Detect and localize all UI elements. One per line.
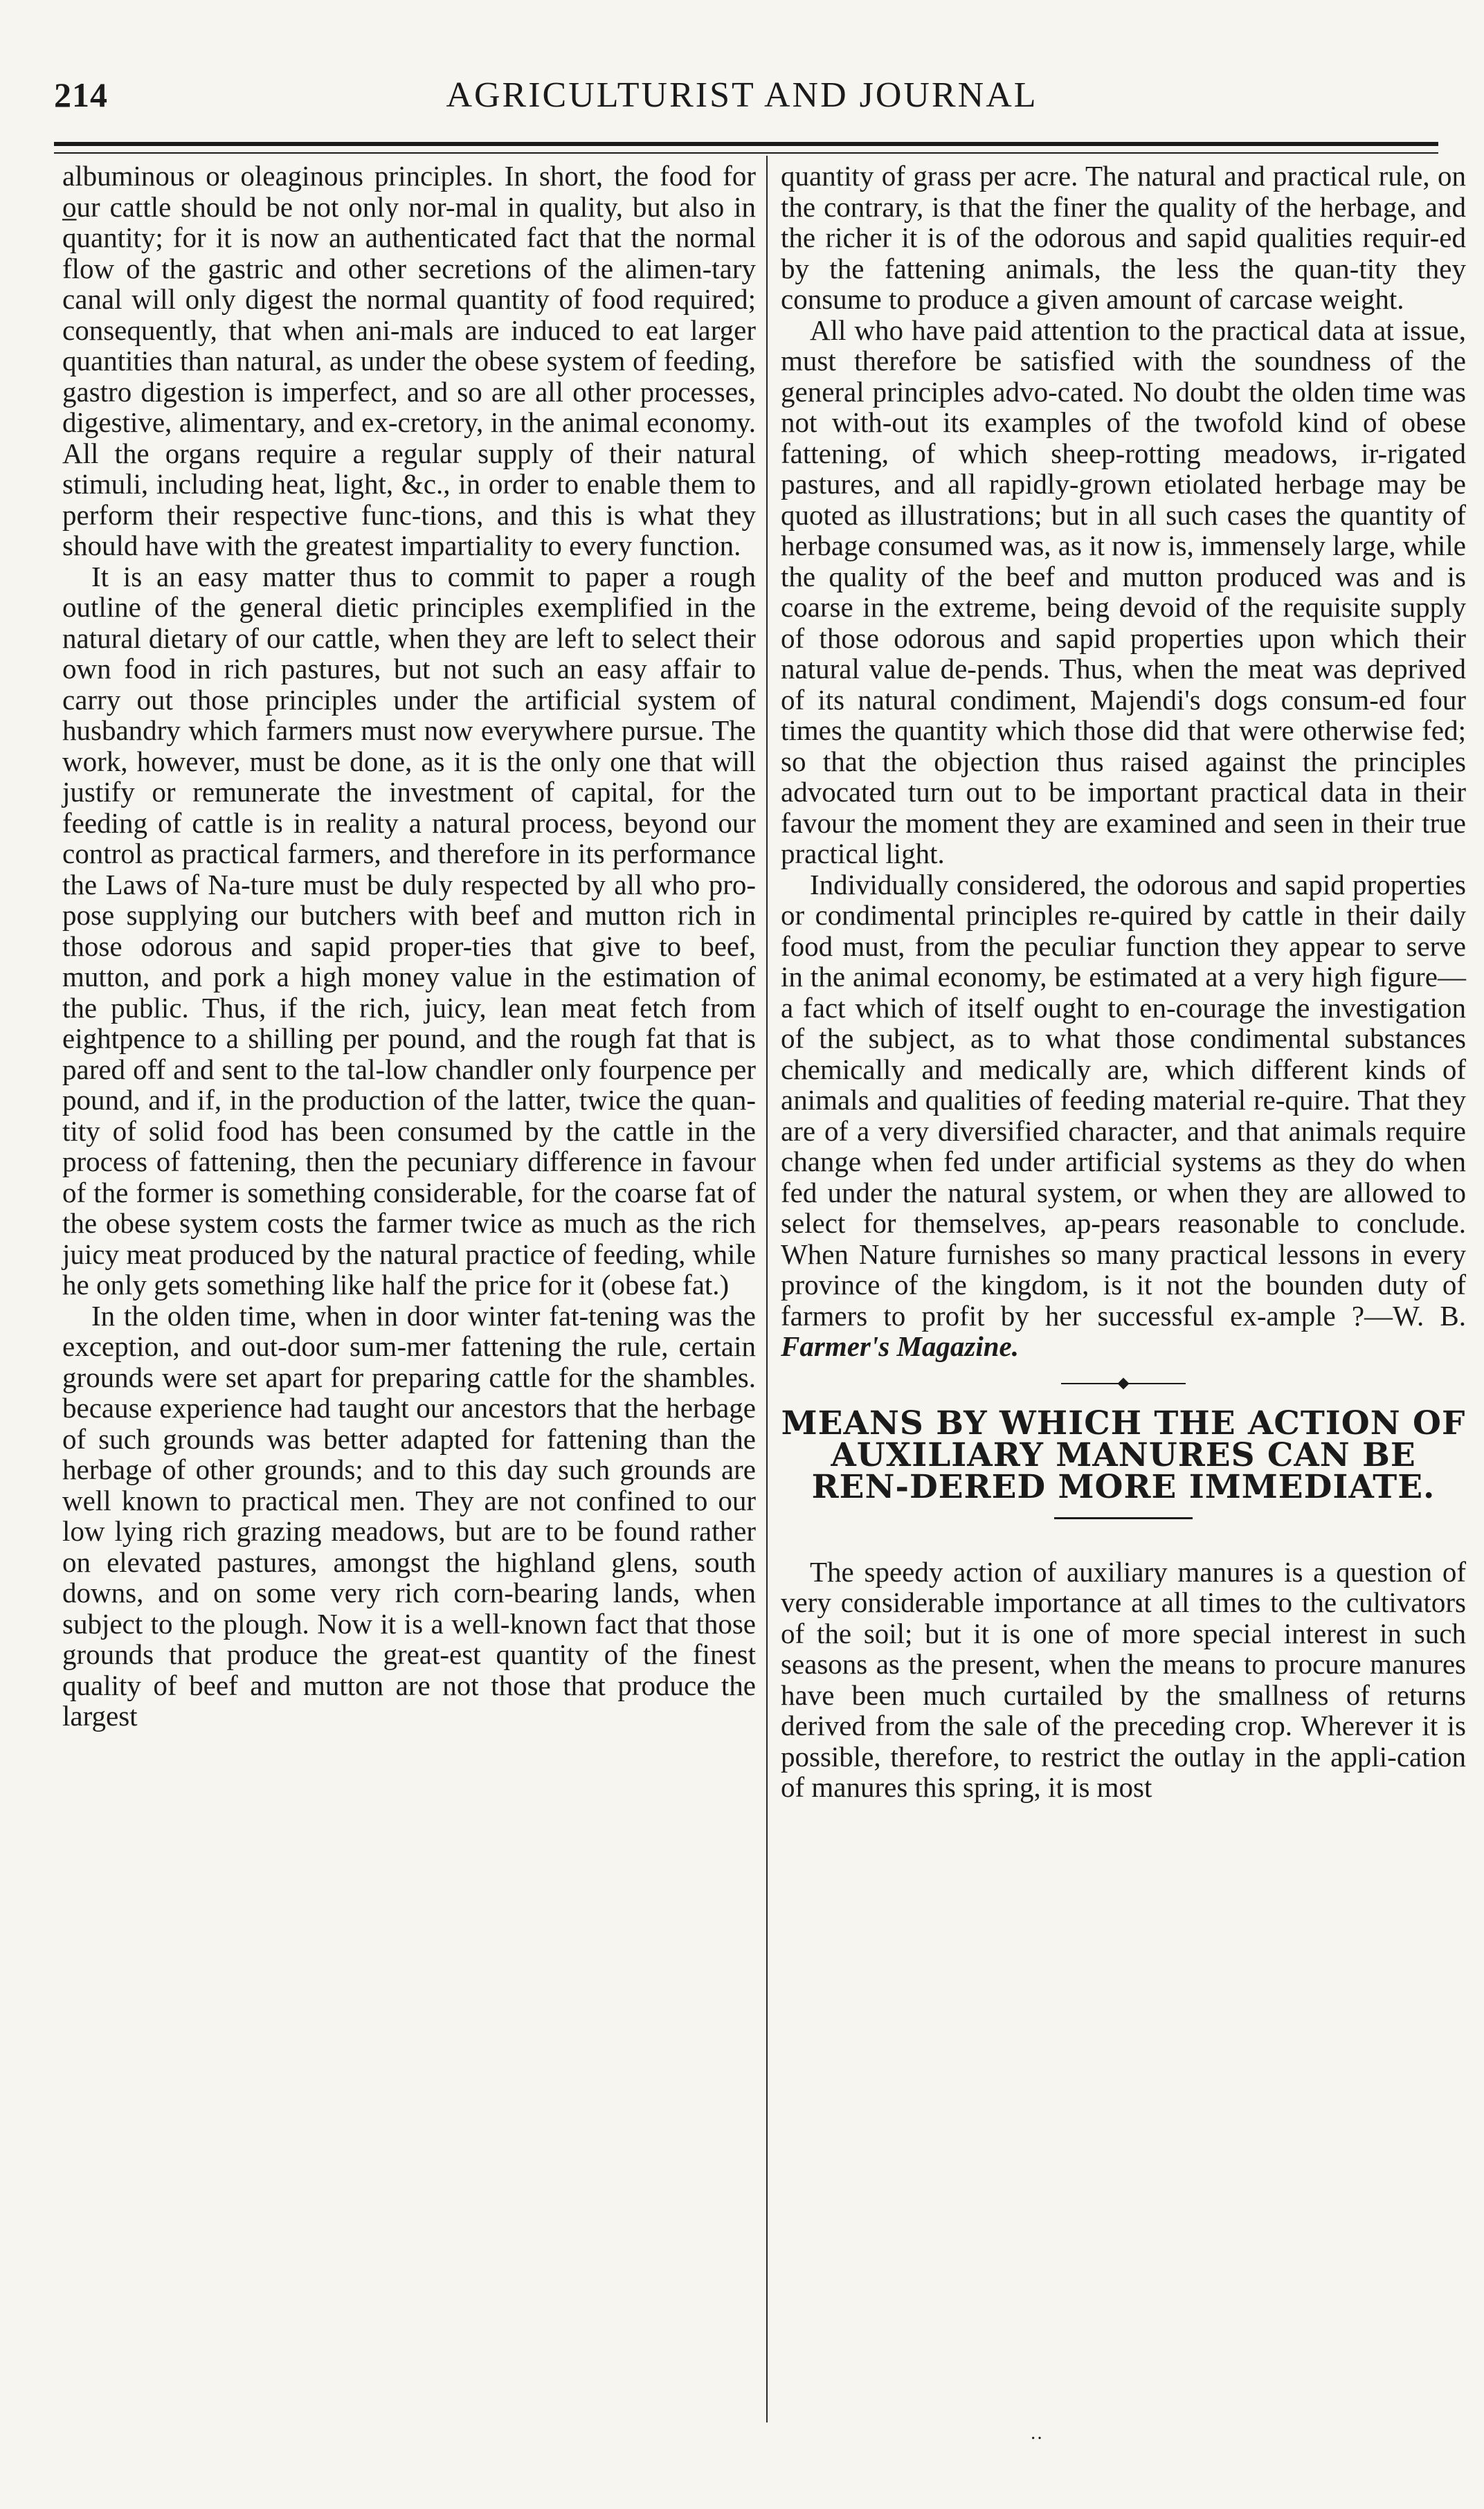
source-citation: Farmer's Magazine.	[781, 1330, 1019, 1362]
paragraph-text: Individually considered, the odorous and sapid properties or condimental principles re-quired by cattle in their daily food must, from the peculiar function they appear to serve in the animal economy, be estimated at a very high figure—a fact which of itself ought to en-courage the investigation of the subject, as to what those condimental substances chemically and medically are, which different kinds of animals and qualities of feeding material re-quire. That they are of a very diversified character, and that animals require change when fed under artificial systems as they do when fed under the natural system, or when they are allowed to select for themselves, ap-pears reasonable to conclude. When Nature furnishes so many practical lessons in every province of the kingdom, is it not the bounden duty of farmers to profit by her successful ex-ample ?—W. B.	[781, 868, 1466, 1332]
article-title: MEANS BY WHICH THE ACTION OF AUXILIARY MANURES CAN BE REN-DERED MORE IMMEDIATE.	[781, 1404, 1466, 1506]
column-divider	[766, 156, 768, 2422]
title-rule	[1054, 1517, 1193, 1519]
running-title: AGRICULTURIST AND JOURNAL	[446, 75, 1038, 115]
paragraph: albuminous or oleaginous principles. In short, the food for o̲ur cattle should be not only nor-mal in quality, but also in quantity; for it is now an authenticated fact that the normal flow of the gastric and other secretions of the alimen-tary canal will only digest the normal quantity of food required; consequently, that when ani-mals are induced to eat larger quantities than natural, as under the obese system of feeding, gastro digestion is imperfect, and so are all other processes, digestive, alimentary, and ex-cretory, in the animal economy. All the organs require a regular supply of their natural stimuli, including heat, light, &c., in order to enable them to perform their respective func-tions, and this is what they should have with the greatest impartiality to every function.	[62, 160, 756, 561]
paragraph: All who have paid attention to the practical data at issue, must therefore be satisfied with the soundness of the general principles advo-cated. No doubt the olden time was not with-out its examples of the twofold kind of obese fattening, of which sheep-rotting meadows, ir-rigated pastures, and all rapidly-grown etiolated herbage may be quoted as illustrations; but in all such cases the quantity of herbage consumed was, as it now is, immensely large, while the quality of the beef and mutton produced was and is coarse in the extreme, being devoid of the requisite supply of those odorous and sapid properties upon which their natural value de-pends. Thus, when the meat was deprived of its natural condiment, Majendi's dogs consum-ed four times the quantity which those did that were otherwise fed; so that the objection thus raised against the principles advocated turn out to be important practical data in their favour the moment they are examined and seen in their true practical light.	[781, 314, 1466, 869]
paragraph: It is an easy matter thus to commit to paper a rough outline of the general dietic principles exemplified in the natural dietary of our cattle, when they are left to select their own food in rich pastures, but not such an easy affair to carry out those principles under the artificial system of husbandry which farmers must now everywhere pursue. The work, however, must be done, as it is the only one that will justify or remunerate the investment of capital, for the feeding of cattle is in reality a natural process, beyond our control as practical farmers, and therefore in its performance the Laws of Na-ture must be duly respected by all who pro-pose supplying our butchers with beef and mutton rich in those odorous and sapid proper-ties that give to beef, mutton, and pork a high money value in the estimation of the public. Thus, if the rich, juicy, lean meat fetch from eightpence to a shilling per pound, and the rough fat that is pared off and sent to the tal-low chandler only fourpence per pound, and if, in the production of the latter, twice the quan-tity of solid food has been consumed by the cattle in the process of fattening, then the pecuniary difference in favour of the former is something considerable, for the coarse fat of the obese system costs the farmer twice as much as the rich juicy meat produced by the natural practice of feeding, while he only gets something like half the price for it (obese fat.)	[62, 560, 756, 1301]
footer-mark: ··	[1030, 2428, 1043, 2449]
left-column	[62, 161, 756, 1732]
page-number: 214	[54, 75, 108, 114]
paragraph-with-signature	[781, 869, 1466, 1362]
section-ornament	[1061, 1377, 1186, 1390]
right-column	[781, 161, 1466, 1803]
page-header	[30, 68, 1454, 123]
paragraph: In the olden time, when in door winter fat-tening was the exception, and out-door sum-mer fattening the rule, certain grounds were set apart for preparing cattle for the shambles. because experience had taught our ancestors that the herbage of such grounds was better adapted for fattening than the herbage of other grounds; and to this day such grounds are well known to practical men. They are not confined to our low lying rich grazing meadows, but are to be found rather on elevated pastures, amongst the highland glens, south downs, and on some very rich corn-bearing lands, when subject to the plough. Now it is a well-known fact that those grounds that produce the great-est quantity of the finest quality of beef and mutton are not those that produce the largest	[62, 1299, 756, 1732]
article-body: The speedy action of auxiliary manures is a question of very considerable importance at all times to the cultivators of the soil; but it is one of more special interest in such seasons as the present, when the means to procure manures have been much curtailed by the smallness of returns derived from the sale of the preceding crop. Wherever it is possible, therefore, to restrict the outlay in the appli-cation of manures this spring, it is most	[781, 1555, 1466, 1803]
header-rule	[54, 142, 1438, 154]
paragraph: quantity of grass per acre. The natural and practical rule, on the contrary, is that the finer the quality of the herbage, and the richer it is of the odorous and sapid qualities requir-ed by the fattening animals, the less the quan-tity they consume to produce a given amount of carcase weight.	[781, 160, 1466, 315]
